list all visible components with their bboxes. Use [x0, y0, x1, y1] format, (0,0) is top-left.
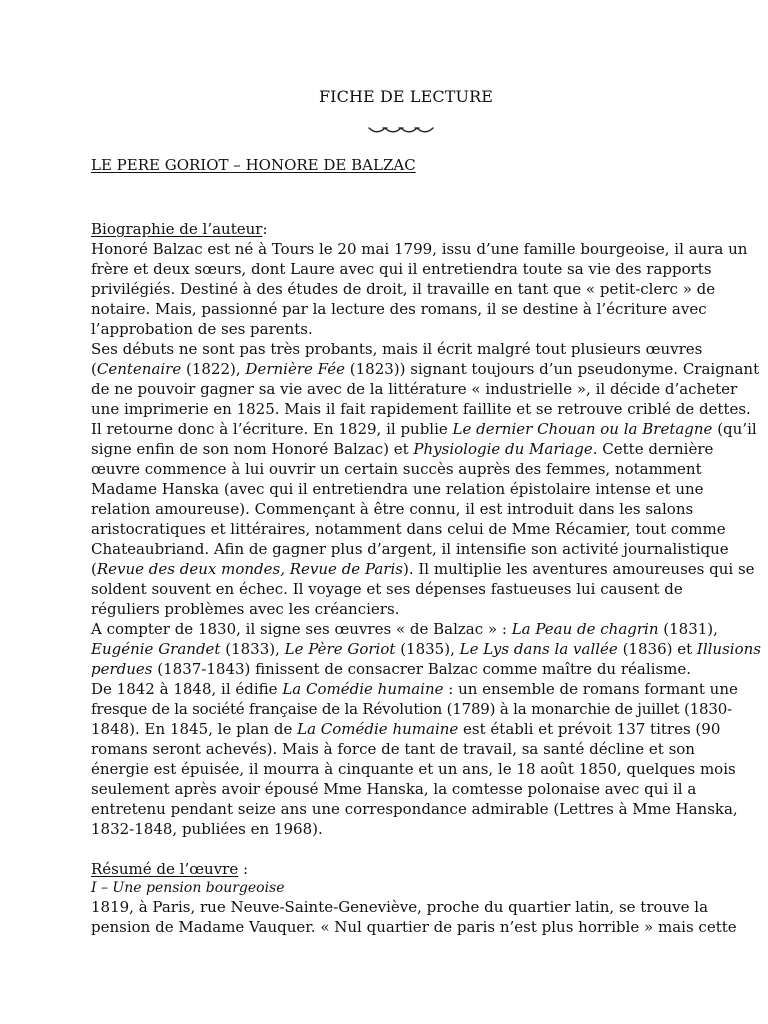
biography-line-22-italic: perdues: [91, 660, 153, 678]
biography-line-4: notaire. Mais, passionné par la lecture des romans, il se destine à l’écriture avec: [91, 300, 707, 318]
biography-line-6: Ses débuts ne sont pas très probants, mais il écrit malgré tout plusieurs œuvres: [91, 340, 703, 358]
biography-line-9: une imprimerie en 1825. Mais il fait rapidement faillite et se retrouve criblé de dettes.: [91, 400, 751, 418]
biography-para2-line-3-italic: La Comédie humaine: [297, 720, 459, 738]
biography-line-11-italic: Physiologie du Mariage: [413, 440, 593, 458]
ornament-divider: [367, 121, 439, 135]
biography-line-20-prefix: A compter de 1830, il signe ses œuvres « de Balzac » :: [91, 620, 512, 638]
biography-line-15: aristocratiques et littéraires, notamment dans celui de Mme Récamier, tout comme: [91, 520, 726, 538]
biography-line-20-italic: La Peau de chagrin: [511, 620, 659, 638]
biography-line-12: œuvre commence à lui ouvrir un certain succès auprès des femmes, notamment: [91, 460, 702, 478]
biography-line-20: [91, 619, 718, 639]
biography-para2-line-4: romans seront achevés). Mais à force de tant de travail, sa santé décline et son: [91, 740, 695, 758]
biography-line-21-italic-2: Le Père Goriot: [284, 640, 396, 658]
biography-line-16: Chateaubriand. Afin de gagner plus d’argent, il intensifie son activité journalistique: [91, 540, 729, 558]
biography-para2-line-3: [91, 719, 721, 739]
biography-line-21-mid-2: (1835),: [395, 640, 460, 658]
biography-line-20-suffix: (1831),: [658, 620, 718, 638]
biography-line-17-suffix: ). Il multiplie les aventures amoureuses qui se: [402, 560, 755, 578]
summary-part-title: I – Une pension bourgeoise: [91, 880, 285, 896]
main-content: [91, 219, 761, 937]
biography-para2-line-6: seulement après avoir épousé Mme Hanska, la comtesse polonaise avec qui il a: [91, 780, 697, 798]
biography-line-17-italic: Revue des deux mondes, Revue de Paris: [96, 560, 403, 578]
biography-line-2: frère et deux sœurs, dont Laure avec qui il entretiendra toute sa vie des rapports: [91, 260, 712, 278]
biography-line-22: [91, 659, 692, 679]
biography-line-3: privilégiés. Destiné à des études de droit, il travaille en tant que « petit-clerc » de: [91, 280, 716, 298]
biography-para2-line-3-prefix: 1848). En 1845, le plan de: [91, 720, 298, 738]
biography-line-7-mid: (1822),: [181, 360, 246, 378]
biography-line-11-suffix: . Cette dernière: [592, 440, 714, 458]
biography-line-1: Honoré Balzac est né à Tours le 20 mai 1799, issu d’une famille bourgeoise, il aura un: [91, 240, 748, 258]
biography-para2-line-1-italic: La Comédie humaine: [282, 680, 444, 698]
biography-line-7-italic-1: Centenaire: [96, 360, 182, 378]
biography-line-22-suffix: (1837-1843) finissent de consacrer Balzac comme maître du réalisme.: [152, 660, 692, 678]
biography-line-18: soldent souvent en échec. Il voyage et ses dépenses fastueuses lui causent de: [91, 580, 683, 598]
biography-para2-line-5: énergie est épuisée, il mourra à cinquante et un ans, le 18 août 1850, quelques mois: [91, 760, 736, 778]
biography-heading-suffix: :: [262, 220, 268, 238]
biography-line-7: [91, 359, 760, 379]
biography-para2-line-1: [91, 679, 738, 699]
biography-para2-line-7: entretenu pendant seize ans une correspondance admirable (Lettres à Mme Hanska,: [91, 800, 738, 818]
biography-line-10-suffix: (qu’il: [712, 420, 757, 438]
biography-line-21-italic-1: Eugénie Grandet: [91, 640, 221, 658]
summary-heading: [91, 859, 679, 879]
summary-line-2: pension de Madame Vauquer. « Nul quartier de paris n’est plus horrible » mais cette: [91, 918, 737, 936]
biography-line-14: relation amoureuse). Commençant à être connu, il est introduit dans les salons: [91, 500, 694, 518]
biography-line-10: [91, 419, 757, 439]
biography-para2-line-1-suffix: : un ensemble de romans formant une: [443, 680, 738, 698]
biography-para2-line-2: fresque de la société française de la Révolution (1789) à la monarchie de juillet (1830-: [91, 700, 732, 718]
biography-line-8: de ne pouvoir gagner sa vie avec de la littérature « industrielle », il décide d’acheter: [91, 380, 738, 398]
biography-line-7-prefix: (: [91, 360, 97, 378]
biography-line-10-prefix: Il retourne donc à l’écriture. En 1829, il publie: [91, 420, 453, 438]
document-title: FICHE DE LECTURE: [318, 87, 493, 106]
biography-line-7-suffix: (1823)) signant toujours d’un pseudonyme. Craignant: [345, 360, 760, 378]
summary-heading-text: Résumé de l’œuvre: [91, 860, 239, 878]
summary-line-1: 1819, à Paris, rue Neuve-Sainte-Geneviève, proche du quartier latin, se trouve la: [91, 898, 709, 916]
biography-line-11-prefix: signe enfin de son nom Honoré Balzac) et: [91, 440, 414, 458]
biography-line-17-prefix: (: [91, 560, 97, 578]
book-subtitle: LE PERE GORIOT – HONORE DE BALZAC: [91, 156, 416, 174]
biography-line-10-italic: Le dernier Chouan ou la Bretagne: [452, 420, 713, 438]
biography-line-7-italic-2: Dernière Fée: [245, 360, 345, 378]
biography-heading: [91, 219, 679, 239]
biography-line-17: [91, 559, 755, 579]
biography-line-21: [91, 639, 761, 659]
biography-para2-line-3-suffix: est établi et prévoit 137 titres (90: [458, 720, 721, 738]
biography-line-21-mid-1: (1833),: [220, 640, 285, 658]
biography-line-21-italic-3: Le Lys dans la vallée: [459, 640, 618, 658]
biography-line-21-italic-4: Illusions: [696, 640, 761, 658]
section-gap: [91, 839, 679, 859]
biography-para2-line-1-prefix: De 1842 à 1848, il édifie: [91, 680, 283, 698]
biography-para2-line-8: 1832-1848, publiées en 1968).: [91, 820, 323, 838]
biography-line-5: l’approbation de ses parents.: [91, 320, 313, 338]
summary-heading-suffix: :: [238, 860, 249, 878]
biography-line-19: réguliers problèmes avec les créanciers.: [91, 600, 400, 618]
biography-heading-text: Biographie de l’auteur: [91, 220, 263, 238]
biography-line-13: Madame Hanska (avec qui il entretiendra une relation épistolaire intense et une: [91, 480, 704, 498]
biography-line-11: [91, 439, 714, 459]
biography-line-21-mid-3: (1836) et: [617, 640, 697, 658]
